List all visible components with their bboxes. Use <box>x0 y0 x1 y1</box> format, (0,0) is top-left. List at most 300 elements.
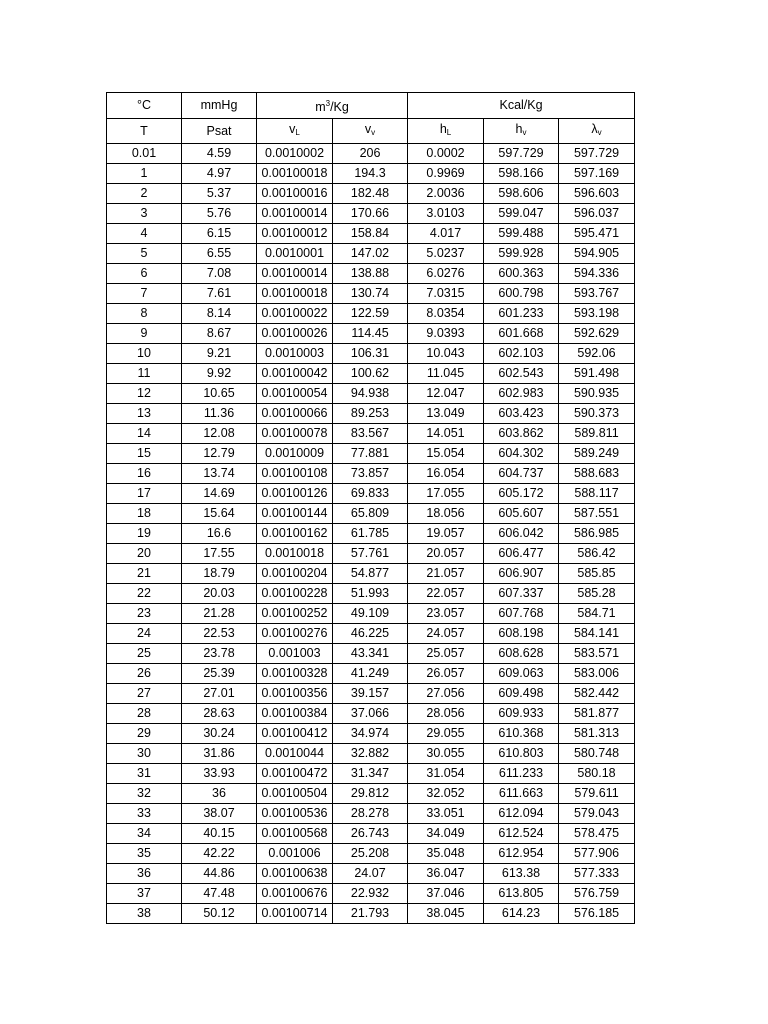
table-row <box>107 184 635 204</box>
hv-cell: 601.668 <box>484 324 559 344</box>
lambda-cell: 588.117 <box>559 484 635 504</box>
hl-cell: 8.0354 <box>408 304 484 324</box>
lambda-cell: 580.748 <box>559 744 635 764</box>
vv-cell: 39.157 <box>333 684 408 704</box>
hl-cell: 2.0036 <box>408 184 484 204</box>
vv-cell: 25.208 <box>333 844 408 864</box>
table-row <box>107 284 635 304</box>
psat-cell: 50.12 <box>182 904 257 924</box>
hv-cell: 609.063 <box>484 664 559 684</box>
temperature-cell: 3 <box>107 204 182 224</box>
table-row <box>107 704 635 724</box>
table-row <box>107 444 635 464</box>
psat-cell: 20.03 <box>182 584 257 604</box>
lambda-cell: 591.498 <box>559 364 635 384</box>
temperature-cell: 2 <box>107 184 182 204</box>
table-row <box>107 544 635 564</box>
psat-cell: 23.78 <box>182 644 257 664</box>
table-row <box>107 304 635 324</box>
hv-cell: 614.23 <box>484 904 559 924</box>
lambda-cell: 595.471 <box>559 224 635 244</box>
vl-cell: 0.00100328 <box>257 664 333 684</box>
table-row <box>107 624 635 644</box>
temperature-cell: 10 <box>107 344 182 364</box>
vl-cell: 0.0010001 <box>257 244 333 264</box>
table-row <box>107 344 635 364</box>
table-row <box>107 664 635 684</box>
psat-cell: 5.76 <box>182 204 257 224</box>
hl-cell: 0.0002 <box>408 144 484 164</box>
hl-symbol: h <box>439 122 447 136</box>
hv-cell: 607.337 <box>484 584 559 604</box>
hl-cell: 6.0276 <box>408 264 484 284</box>
hl-cell: 37.046 <box>408 884 484 904</box>
table-row <box>107 464 635 484</box>
vl-cell: 0.00100012 <box>257 224 333 244</box>
vv-cell: 22.932 <box>333 884 408 904</box>
hl-cell: 13.049 <box>408 404 484 424</box>
table-row <box>107 504 635 524</box>
volume-unit-exponent: 3 <box>325 99 331 108</box>
vv-cell: 32.882 <box>333 744 408 764</box>
lambda-cell: 596.037 <box>559 204 635 224</box>
lambda-cell: 586.985 <box>559 524 635 544</box>
psat-cell: 16.6 <box>182 524 257 544</box>
vv-cell: 106.31 <box>333 344 408 364</box>
hl-cell: 3.0103 <box>408 204 484 224</box>
hv-cell: 605.172 <box>484 484 559 504</box>
hv-cell: 608.628 <box>484 644 559 664</box>
temperature-cell: 30 <box>107 744 182 764</box>
vv-cell: 43.341 <box>333 644 408 664</box>
vl-cell: 0.00100126 <box>257 484 333 504</box>
hv-cell: 610.803 <box>484 744 559 764</box>
lambda-cell: 592.06 <box>559 344 635 364</box>
hl-cell: 12.047 <box>408 384 484 404</box>
temperature-cell: 13 <box>107 404 182 424</box>
hv-cell: 613.38 <box>484 864 559 884</box>
table-row <box>107 884 635 904</box>
lambda-cell: 579.043 <box>559 804 635 824</box>
hl-cell: 16.054 <box>408 464 484 484</box>
table-row <box>107 784 635 804</box>
temperature-cell: 34 <box>107 824 182 844</box>
psat-cell: 17.55 <box>182 544 257 564</box>
hv-cell: 610.368 <box>484 724 559 744</box>
hv-cell: 599.928 <box>484 244 559 264</box>
vl-cell: 0.00100356 <box>257 684 333 704</box>
vv-cell: 89.253 <box>333 404 408 424</box>
psat-cell: 22.53 <box>182 624 257 644</box>
table-row <box>107 644 635 664</box>
hv-cell: 601.233 <box>484 304 559 324</box>
lambda-cell: 592.629 <box>559 324 635 344</box>
hl-cell: 24.057 <box>408 624 484 644</box>
table-row <box>107 424 635 444</box>
temperature-cell: 14 <box>107 424 182 444</box>
hv-cell: 604.737 <box>484 464 559 484</box>
lambda-cell: 596.603 <box>559 184 635 204</box>
psat-cell: 13.74 <box>182 464 257 484</box>
vl-cell: 0.00100162 <box>257 524 333 544</box>
lambda-cell: 590.373 <box>559 404 635 424</box>
lambda-cell: 584.71 <box>559 604 635 624</box>
table-row <box>107 764 635 784</box>
lambda-cell: 594.336 <box>559 264 635 284</box>
lambda-cell: 581.313 <box>559 724 635 744</box>
hl-cell: 23.057 <box>408 604 484 624</box>
temperature-cell: 17 <box>107 484 182 504</box>
hl-cell: 22.057 <box>408 584 484 604</box>
vl-cell: 0.00100228 <box>257 584 333 604</box>
energy-unit: Kcal/Kg <box>408 93 635 119</box>
vl-cell: 0.00100054 <box>257 384 333 404</box>
lambda-cell: 577.333 <box>559 864 635 884</box>
hl-cell: 33.051 <box>408 804 484 824</box>
vv-symbol: v <box>364 122 372 136</box>
psat-cell: 4.97 <box>182 164 257 184</box>
table-row <box>107 744 635 764</box>
hv-cell: 606.477 <box>484 544 559 564</box>
hl-cell: 19.057 <box>408 524 484 544</box>
table-row <box>107 804 635 824</box>
temperature-cell: 22 <box>107 584 182 604</box>
vv-cell: 49.109 <box>333 604 408 624</box>
table-body <box>107 144 635 924</box>
lambda-cell: 593.767 <box>559 284 635 304</box>
temperature-cell: 7 <box>107 284 182 304</box>
psat-cell: 5.37 <box>182 184 257 204</box>
temperature-cell: 21 <box>107 564 182 584</box>
hl-cell: 15.054 <box>408 444 484 464</box>
temperature-cell: 9 <box>107 324 182 344</box>
hl-cell: 28.056 <box>408 704 484 724</box>
vv-cell: 29.812 <box>333 784 408 804</box>
temperature-cell: 33 <box>107 804 182 824</box>
vl-cell: 0.00100108 <box>257 464 333 484</box>
hl-cell: 30.055 <box>408 744 484 764</box>
vl-cell: 0.00100384 <box>257 704 333 724</box>
vv-cell: 83.567 <box>333 424 408 444</box>
hv-subscript: v <box>522 128 527 137</box>
temperature-cell: 25 <box>107 644 182 664</box>
col-header-vl <box>257 119 333 144</box>
table-row <box>107 164 635 184</box>
lambda-cell: 583.006 <box>559 664 635 684</box>
psat-cell: 4.59 <box>182 144 257 164</box>
lambda-cell: 585.85 <box>559 564 635 584</box>
vv-cell: 34.974 <box>333 724 408 744</box>
vv-cell: 122.59 <box>333 304 408 324</box>
hv-cell: 612.954 <box>484 844 559 864</box>
hv-cell: 608.198 <box>484 624 559 644</box>
table-row <box>107 204 635 224</box>
table-header <box>107 93 635 144</box>
table-row <box>107 484 635 504</box>
lambda-cell: 580.18 <box>559 764 635 784</box>
vv-cell: 41.249 <box>333 664 408 684</box>
hl-cell: 11.045 <box>408 364 484 384</box>
hv-cell: 609.933 <box>484 704 559 724</box>
lambda-cell: 579.611 <box>559 784 635 804</box>
psat-cell: 6.15 <box>182 224 257 244</box>
vv-cell: 61.785 <box>333 524 408 544</box>
lambda-cell: 582.442 <box>559 684 635 704</box>
table-row <box>107 524 635 544</box>
psat-cell: 7.61 <box>182 284 257 304</box>
hv-cell: 611.663 <box>484 784 559 804</box>
table-row <box>107 724 635 744</box>
lambda-symbol: λ <box>591 122 598 136</box>
vl-cell: 0.00100042 <box>257 364 333 384</box>
temperature-cell: 16 <box>107 464 182 484</box>
vv-cell: 24.07 <box>333 864 408 884</box>
psat-cell: 11.36 <box>182 404 257 424</box>
lambda-cell: 584.141 <box>559 624 635 644</box>
hl-cell: 34.049 <box>408 824 484 844</box>
temperature-cell: 8 <box>107 304 182 324</box>
temperature-cell: 23 <box>107 604 182 624</box>
lambda-cell: 588.683 <box>559 464 635 484</box>
psat-cell: 8.67 <box>182 324 257 344</box>
hv-cell: 609.498 <box>484 684 559 704</box>
psat-cell: 18.79 <box>182 564 257 584</box>
vv-cell: 194.3 <box>333 164 408 184</box>
header-units-row <box>107 93 635 119</box>
table-row <box>107 264 635 284</box>
psat-cell: 44.86 <box>182 864 257 884</box>
psat-cell: 47.48 <box>182 884 257 904</box>
vl-cell: 0.001003 <box>257 644 333 664</box>
hl-cell: 35.048 <box>408 844 484 864</box>
pressure-unit: mmHg <box>182 93 257 119</box>
vl-cell: 0.00100026 <box>257 324 333 344</box>
vl-cell: 0.0010009 <box>257 444 333 464</box>
vv-cell: 158.84 <box>333 224 408 244</box>
vl-cell: 0.00100014 <box>257 264 333 284</box>
table-row <box>107 864 635 884</box>
psat-cell: 12.79 <box>182 444 257 464</box>
psat-cell: 9.21 <box>182 344 257 364</box>
hv-cell: 611.233 <box>484 764 559 784</box>
psat-cell: 15.64 <box>182 504 257 524</box>
vl-cell: 0.00100412 <box>257 724 333 744</box>
hl-cell: 20.057 <box>408 544 484 564</box>
vv-cell: 28.278 <box>333 804 408 824</box>
col-header-hl <box>408 119 484 144</box>
hv-cell: 612.524 <box>484 824 559 844</box>
vl-cell: 0.00100276 <box>257 624 333 644</box>
temperature-cell: 29 <box>107 724 182 744</box>
psat-cell: 10.65 <box>182 384 257 404</box>
vl-cell: 0.00100066 <box>257 404 333 424</box>
hl-cell: 27.056 <box>408 684 484 704</box>
vv-cell: 69.833 <box>333 484 408 504</box>
hl-subscript: L <box>446 128 452 137</box>
vv-cell: 206 <box>333 144 408 164</box>
vv-cell: 130.74 <box>333 284 408 304</box>
psat-cell: 28.63 <box>182 704 257 724</box>
table-row <box>107 684 635 704</box>
hl-cell: 14.051 <box>408 424 484 444</box>
psat-cell: 30.24 <box>182 724 257 744</box>
temperature-cell: 15 <box>107 444 182 464</box>
lambda-cell: 585.28 <box>559 584 635 604</box>
temperature-cell: 36 <box>107 864 182 884</box>
volume-unit-rest: /Kg <box>330 100 349 114</box>
hl-cell: 32.052 <box>408 784 484 804</box>
hv-cell: 600.798 <box>484 284 559 304</box>
psat-cell: 21.28 <box>182 604 257 624</box>
vv-cell: 31.347 <box>333 764 408 784</box>
temperature-cell: 12 <box>107 384 182 404</box>
temperature-cell: 1 <box>107 164 182 184</box>
table-row <box>107 224 635 244</box>
temperature-cell: 4 <box>107 224 182 244</box>
hv-cell: 599.488 <box>484 224 559 244</box>
vv-subscript: v <box>371 128 376 137</box>
temperature-unit: °C <box>107 93 182 119</box>
hl-cell: 25.057 <box>408 644 484 664</box>
vv-cell: 46.225 <box>333 624 408 644</box>
volume-unit <box>257 93 408 119</box>
temperature-cell: 5 <box>107 244 182 264</box>
col-header-temperature: T <box>107 119 182 144</box>
lambda-cell: 576.759 <box>559 884 635 904</box>
hv-cell: 600.363 <box>484 264 559 284</box>
lambda-cell: 581.877 <box>559 704 635 724</box>
col-header-hv <box>484 119 559 144</box>
hl-cell: 0.9969 <box>408 164 484 184</box>
hl-cell: 7.0315 <box>408 284 484 304</box>
vv-cell: 65.809 <box>333 504 408 524</box>
psat-cell: 33.93 <box>182 764 257 784</box>
hl-cell: 31.054 <box>408 764 484 784</box>
temperature-cell: 31 <box>107 764 182 784</box>
vv-cell: 26.743 <box>333 824 408 844</box>
vl-cell: 0.00100018 <box>257 164 333 184</box>
vl-cell: 0.0010003 <box>257 344 333 364</box>
vl-cell: 0.00100714 <box>257 904 333 924</box>
hv-cell: 602.543 <box>484 364 559 384</box>
psat-cell: 14.69 <box>182 484 257 504</box>
hl-cell: 4.017 <box>408 224 484 244</box>
temperature-cell: 35 <box>107 844 182 864</box>
vv-cell: 51.993 <box>333 584 408 604</box>
psat-cell: 9.92 <box>182 364 257 384</box>
hv-symbol: h <box>515 122 523 136</box>
psat-cell: 40.15 <box>182 824 257 844</box>
vv-cell: 21.793 <box>333 904 408 924</box>
temperature-cell: 20 <box>107 544 182 564</box>
col-header-lambda <box>559 119 635 144</box>
steam-table <box>106 92 635 924</box>
vl-cell: 0.00100536 <box>257 804 333 824</box>
lambda-cell: 578.475 <box>559 824 635 844</box>
table-row <box>107 324 635 344</box>
hl-cell: 5.0237 <box>408 244 484 264</box>
temperature-cell: 0.01 <box>107 144 182 164</box>
hl-cell: 18.056 <box>408 504 484 524</box>
psat-cell: 6.55 <box>182 244 257 264</box>
lambda-cell: 597.169 <box>559 164 635 184</box>
vl-cell: 0.00100014 <box>257 204 333 224</box>
temperature-cell: 24 <box>107 624 182 644</box>
table-row <box>107 904 635 924</box>
hv-cell: 612.094 <box>484 804 559 824</box>
vl-cell: 0.00100144 <box>257 504 333 524</box>
lambda-subscript: v <box>597 128 602 137</box>
lambda-cell: 590.935 <box>559 384 635 404</box>
hl-cell: 26.057 <box>408 664 484 684</box>
vl-cell: 0.00100016 <box>257 184 333 204</box>
vl-cell: 0.00100504 <box>257 784 333 804</box>
lambda-cell: 594.905 <box>559 244 635 264</box>
hl-cell: 10.043 <box>408 344 484 364</box>
hv-cell: 599.047 <box>484 204 559 224</box>
lambda-cell: 589.811 <box>559 424 635 444</box>
lambda-cell: 577.906 <box>559 844 635 864</box>
vl-symbol: v <box>289 122 296 136</box>
temperature-cell: 18 <box>107 504 182 524</box>
lambda-cell: 586.42 <box>559 544 635 564</box>
hv-cell: 602.103 <box>484 344 559 364</box>
psat-cell: 27.01 <box>182 684 257 704</box>
hv-cell: 606.042 <box>484 524 559 544</box>
hv-cell: 598.606 <box>484 184 559 204</box>
table-row <box>107 364 635 384</box>
lambda-cell: 576.185 <box>559 904 635 924</box>
vv-cell: 114.45 <box>333 324 408 344</box>
table-row <box>107 604 635 624</box>
vv-cell: 170.66 <box>333 204 408 224</box>
hv-cell: 605.607 <box>484 504 559 524</box>
hv-cell: 604.302 <box>484 444 559 464</box>
vl-cell: 0.00100638 <box>257 864 333 884</box>
temperature-cell: 37 <box>107 884 182 904</box>
temperature-cell: 11 <box>107 364 182 384</box>
temperature-cell: 19 <box>107 524 182 544</box>
vl-cell: 0.00100676 <box>257 884 333 904</box>
vl-cell: 0.00100078 <box>257 424 333 444</box>
psat-cell: 12.08 <box>182 424 257 444</box>
lambda-cell: 589.249 <box>559 444 635 464</box>
hl-cell: 36.047 <box>408 864 484 884</box>
vl-cell: 0.00100252 <box>257 604 333 624</box>
lambda-cell: 587.551 <box>559 504 635 524</box>
hv-cell: 603.862 <box>484 424 559 444</box>
temperature-cell: 26 <box>107 664 182 684</box>
vl-cell: 0.001006 <box>257 844 333 864</box>
hl-cell: 29.055 <box>408 724 484 744</box>
table-row <box>107 584 635 604</box>
temperature-cell: 38 <box>107 904 182 924</box>
hv-cell: 603.423 <box>484 404 559 424</box>
vl-cell: 0.00100204 <box>257 564 333 584</box>
psat-cell: 8.14 <box>182 304 257 324</box>
psat-cell: 25.39 <box>182 664 257 684</box>
vv-cell: 54.877 <box>333 564 408 584</box>
hv-cell: 606.907 <box>484 564 559 584</box>
vv-cell: 138.88 <box>333 264 408 284</box>
vv-cell: 57.761 <box>333 544 408 564</box>
table-row <box>107 564 635 584</box>
lambda-cell: 593.198 <box>559 304 635 324</box>
temperature-cell: 27 <box>107 684 182 704</box>
temperature-cell: 28 <box>107 704 182 724</box>
vv-cell: 94.938 <box>333 384 408 404</box>
psat-cell: 31.86 <box>182 744 257 764</box>
